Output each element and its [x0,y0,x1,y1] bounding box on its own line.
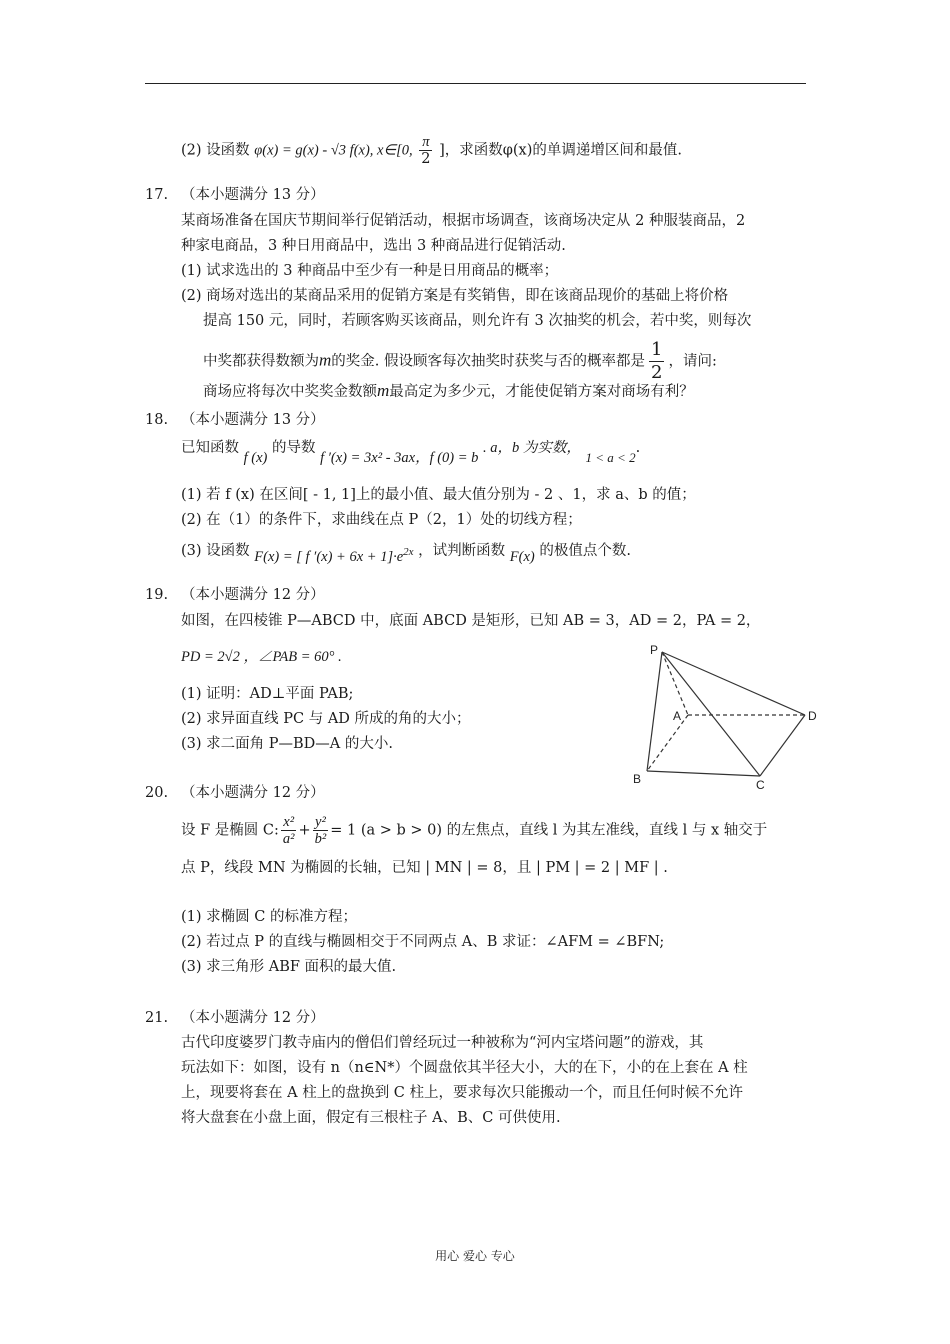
q17-part-2-line-3: 中奖都获得数额为m的奖金. 假设顾客每次抽奖时获奖与否的概率都是 $\frac{1}{2}$ ，请问: [203,339,717,383]
q20-line-1: 设 F 是椭圆 C: $\frac{\text{x²}}{\text{a²}}$ + $\frac{\text{y²}}{\text{b²}}$ = 1 (a > b > 0) 的左焦点，直线 l 为其左准线，直线 l 与 x 轴交于 [181,814,768,847]
q21-line-1: 古代印度婆罗门教寺庙内的僧侣们曾经玩过一种被称为“河内宝塔问题”的游戏，其 [181,1035,704,1051]
q16-part2-label: (2) 设函数 [181,142,250,159]
q19-part-3: (3) 求二面角 P—BD—A 的大小. [181,736,393,752]
page-footer: 用心 爱心 专心 [435,1249,515,1263]
q18-part-2: (2) 在（1）的条件下，求曲线在点 P（2，1）处的切线方程； [181,512,582,528]
q17-part-2: (2) 商场对选出的某商品采用的促销方案是有奖销售，即在该商品现价的基础上将价格 [181,288,729,304]
question-number: 19. [145,587,169,603]
q19-part-2: (2) 求异面直线 PC 与 AD 所成的角的大小； [181,711,471,727]
vertex-label-B: B [633,772,642,786]
q21-line-4: 将大盘套在小盘上面，假定有三根柱子 A、B、C 可供使用. [181,1110,561,1126]
q18-part-1: (1) 若 f (x) 在区间[ - 1, 1]上的最小值、最大值分别为 - 2 、1，求 a、b 的值； [181,487,696,503]
q20-part-3: (3) 求三角形 ABF 面积的最大值. [181,959,397,975]
question-header: （本小题满分 12 分） [181,785,325,801]
q17-line-2: 种家电商品，3 种日用商品中，选出 3 种商品进行促销活动. [181,238,566,254]
pi-over-2-fraction: $\frac{\pi}{2}$ [421,134,431,167]
x2-over-a2: $\frac{\text{x²}}{\text{a²}}$ [282,814,295,847]
q19-line-1: 如图，在四棱锥 P—ABCD 中，底面 ABCD 是矩形，已知 AB = 3，AD = 2，PA = 2， [181,613,761,629]
question-number: 18. [145,412,169,428]
pyramid-figure [630,643,830,793]
y2-over-b2: $\frac{\text{y²}}{\text{b²}}$ [314,814,327,847]
q20-part-1: (1) 求椭圆 C 的标准方程； [181,909,357,925]
vertex-label-P: P [650,643,659,657]
edge-PB [647,652,662,771]
edge-BC [647,771,760,776]
q21-line-3: 上，现要将套在 A 柱上的盘换到 C 柱上，要求每次只能搬动一个，而且任何时候不允许 [181,1085,743,1101]
vertex-label-A: A [673,709,682,723]
q16-part2-tail: ]，求函数φ(x)的单调递增区间和最值. [439,142,683,159]
edge-CD [760,715,805,776]
q19-part-1: (1) 证明：AD⊥平面 PAB; [181,686,354,702]
q17-part-2-cont: 提高 150 元，同时，若顾客购买该商品，则允许有 3 次抽奖的机会，若中奖，则每次 [203,313,752,329]
question-header: （本小题满分 12 分） [181,1010,325,1026]
q17-part-2-line-4: 商场应将每次中奖奖金数额m最高定为多少元，才能使促销方案对商场有利？ [203,381,694,400]
q16-phi-expr: φ(x) = g(x) - √3 f(x), x∈[0, [254,142,413,159]
vertex-label-C: C [756,778,765,792]
q20-part-2: (2) 若过点 P 的直线与椭圆相交于不同两点 A、B 求证：∠AFM = ∠BFN; [181,934,665,950]
q21-line-2: 玩法如下：如图，设有 n（n∈N*）个圆盘依其半径大小，大的在下，小的在上套在 A 柱 [181,1060,748,1076]
q19-line-2: PD = 2√2 ，∠PAB = 60° . [181,649,342,665]
q18-part-3: (3) 设函数 F(x) = [ f $'(x) + 6x + 1]\cdot e^{2x}$ ，试判断函数 F(x) 的极值点个数. [181,542,631,565]
header-rule [145,83,806,84]
q17-line-1: 某商场准备在国庆节期间举行促销活动，根据市场调查，该商场决定从 2 种服装商品，2 [181,213,746,229]
q20-line-2: 点 P，线段 MN 为椭圆的长轴，已知 | MN | = 8，且 | PM | = 2 | MF | . [181,860,668,876]
q18-line-1: 已知函数 f (x) 的导数 f ′(x) = 3x² - 3ax，f (0) = b . a，b 为实数， 1 < a < 2. [181,440,641,466]
question-header: （本小题满分 13 分） [181,187,325,203]
question-number: 21. [145,1010,169,1026]
question-header: （本小题满分 13 分） [181,412,325,428]
one-half-fraction: $\frac{1}{2}$ [651,339,663,383]
question-number: 17. [145,187,169,203]
edge-PD [662,652,805,715]
vertex-label-D: D [808,709,817,723]
q17-part-1: (1) 试求选出的 3 种商品中至少有一种是日用商品的概率； [181,263,559,279]
question-header: （本小题满分 12 分） [181,587,325,603]
question-number: 20. [145,785,169,801]
